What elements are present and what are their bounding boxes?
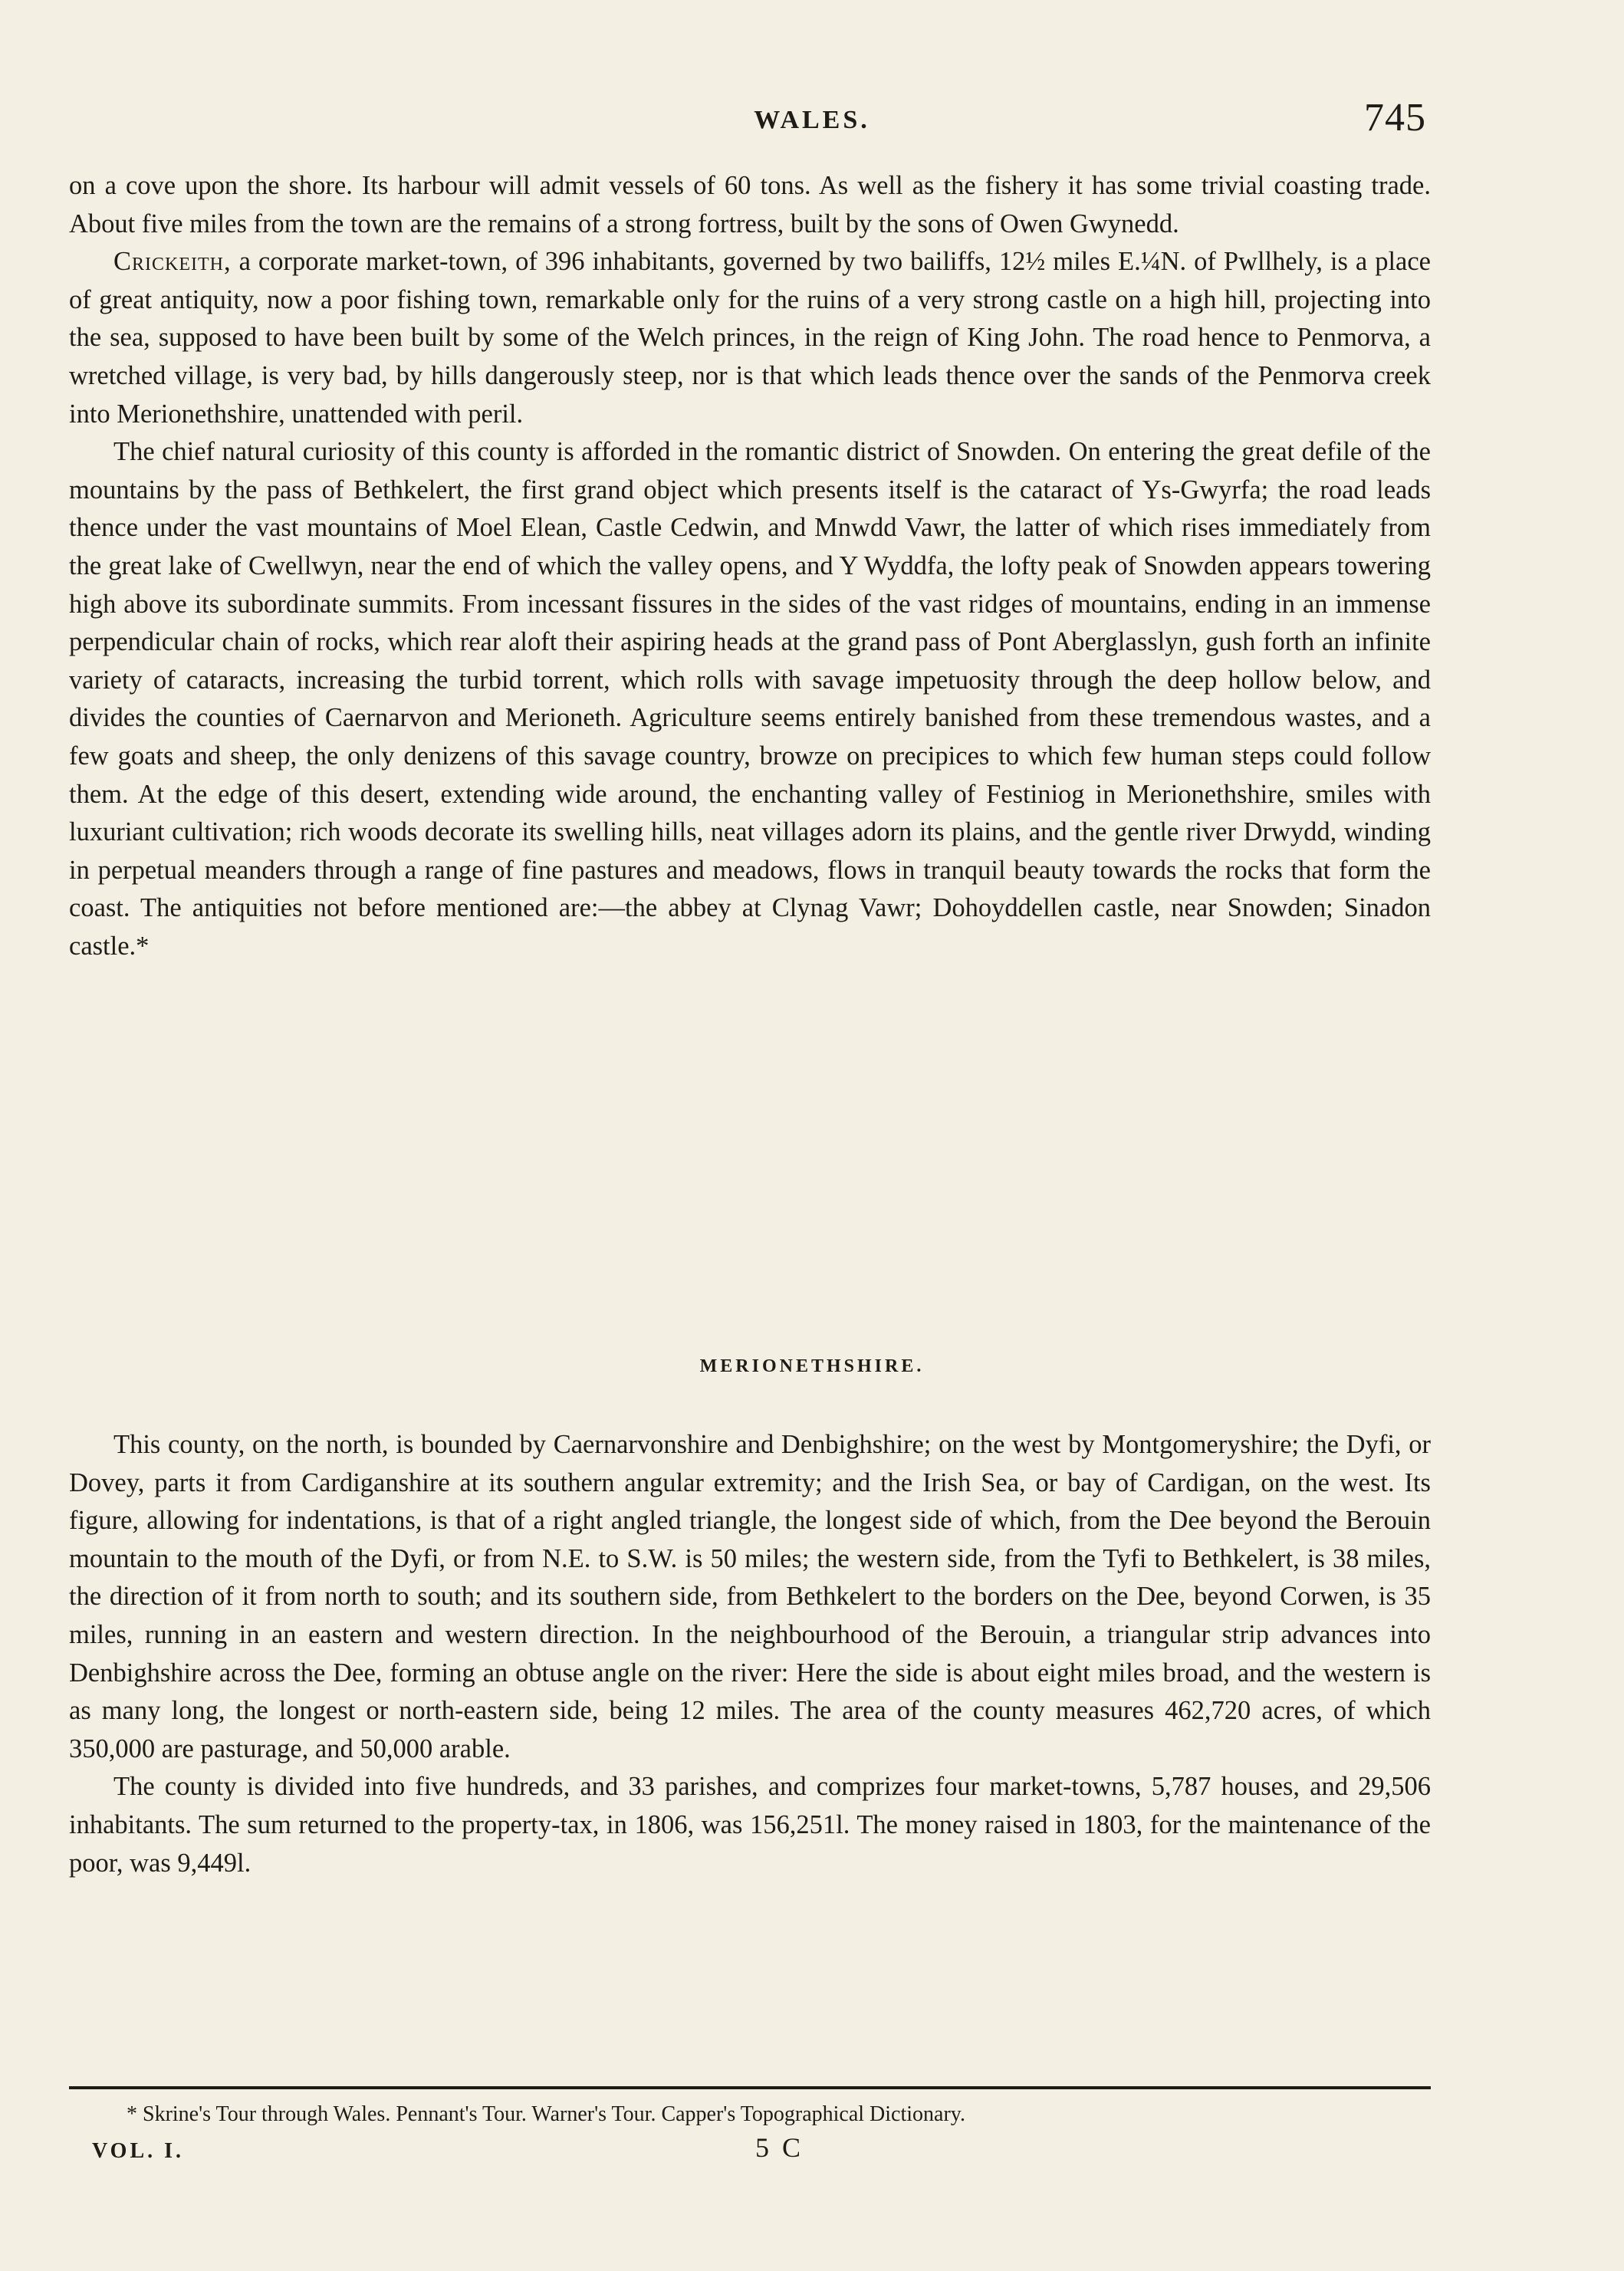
paragraph-3: The chief natural curiosity of this county is afforded in the romantic district of Snowden. On entering the great defile of the mountains by the pass of Bethkelert, the first grand object which presents itself is the cataract of Ys-Gwyrfa; the road leads thence under the vast mountains of Moel Elean, Castle Cedwin, and Mnwdd Vawr, the latter of which rises immediately from the great lake of Cwellwyn, near the end of which the valley opens, and Y Wyddfa, the lofty peak of Snowden appears towering high above its subordinate summits. From incessant fissures in the sides of the vast ridges of mountains, ending in an immense perpendicular chain of rocks, which rear aloft their aspiring heads at the grand pass of Pont Aberglasslyn, gush forth an infinite variety of cataracts, increasing the turbid torrent, which rolls with savage impetuosity through the deep hollow below, and divides the counties of Caernarvon and Merioneth. Agriculture seems entirely banished from these tremendous wastes, and a few goats and sheep, the only denizens of this savage country, browze on precipices to which few human steps could follow them. At the edge of this desert, extending wide around, the enchanting valley of Festiniog in Merionethshire, smiles with luxuriant cultivation; rich woods decorate its swelling hills, neat villages adorn its plains, and the gentle river Drwydd, winding in perpetual meanders through a range of fine pastures and meadows, flows in tranquil beauty towards the rocks that form the coast. The antiquities not before mentioned are:—the abbey at Clynag Vawr; Dohoyddellen castle, near Snowden; Sinadon castle.* — [69, 437, 1431, 961]
page-number: 745 — [1364, 96, 1426, 140]
paragraph-2-text: a corporate market-town, of 396 inhabitants, governed by two bailiffs, 12½ miles E.¼N. of Pwllhely, is a place of great antiquity, now a poor fishing town, remarkable only for the ruins of a very strong castle on a high hill, projecting into the sea, supposed to have been built by some of the Welch princes, in the reign of King John. The road hence to Penmorva, a wretched village, is very bad, by hills dangerously steep, nor is that which leads thence over the sands of the Penmorva creek into Merionethshire, unattended with peril. — [69, 247, 1431, 429]
paragraph-2 — [69, 243, 1431, 433]
running-title: WALES. — [754, 106, 870, 134]
signature-mark: 5 C — [755, 2132, 804, 2163]
footnote: * Skrine's Tour through Wales. Pennant's Tour. Warner's Tour. Capper's Topographical Dictionary. — [127, 2102, 965, 2126]
paragraph-5: The county is divided into five hundreds, and 33 parishes, and comprizes four market-towns, 5,787 houses, and 29,506 inhabitants. The sum returned to the property-tax, in 1806, was 156,251l. The money raised in 1803, for the maintenance of the poor, was 9,449l. — [69, 1772, 1431, 1878]
volume-mark: VOL. I. — [92, 2139, 185, 2163]
body-text-section-1 — [69, 167, 1431, 965]
section-heading: MERIONETHSHIRE. — [699, 1356, 925, 1376]
place-name-crickeith: Crickeith, — [113, 247, 232, 277]
footnote-rule — [69, 2086, 1431, 2089]
body-text-section-2 — [69, 1426, 1431, 1882]
paragraph-4: This county, on the north, is bounded by Caernarvonshire and Denbighshire; on the west by Montgomeryshire; the Dyfi, or Dovey, parts it from Cardiganshire at its southern angular extremity; and the Irish Sea, or bay of Cardigan, on the west. Its figure, allowing for indentations, is that of a right angled triangle, the longest side of which, from the Dee beyond the Berouin mountain to the mouth of the Dyfi, or from N.E. to S.W. is 50 miles; the western side, from the Tyfi to Bethkelert, is 38 miles, the direction of it from north to south; and its southern side, from Bethkelert to the borders on the Dee, beyond Corwen, is 35 miles, running in an eastern and western direction. In the neighbourhood of the Berouin, a triangular strip advances into Denbighshire across the Dee, forming an obtuse angle on the river: Here the side is about eight miles broad, and the western is as many long, the longest or north-eastern side, being 12 miles. The area of the county measures 462,720 acres, of which 350,000 are pasturage, and 50,000 arable. — [69, 1430, 1431, 1763]
paragraph-1: on a cove upon the shore. Its harbour will admit vessels of 60 tons. As well as the fishery it has some trivial coasting trade. About five miles from the town are the remains of a strong fortress, built by the sons of Owen Gwynedd. — [69, 171, 1431, 238]
